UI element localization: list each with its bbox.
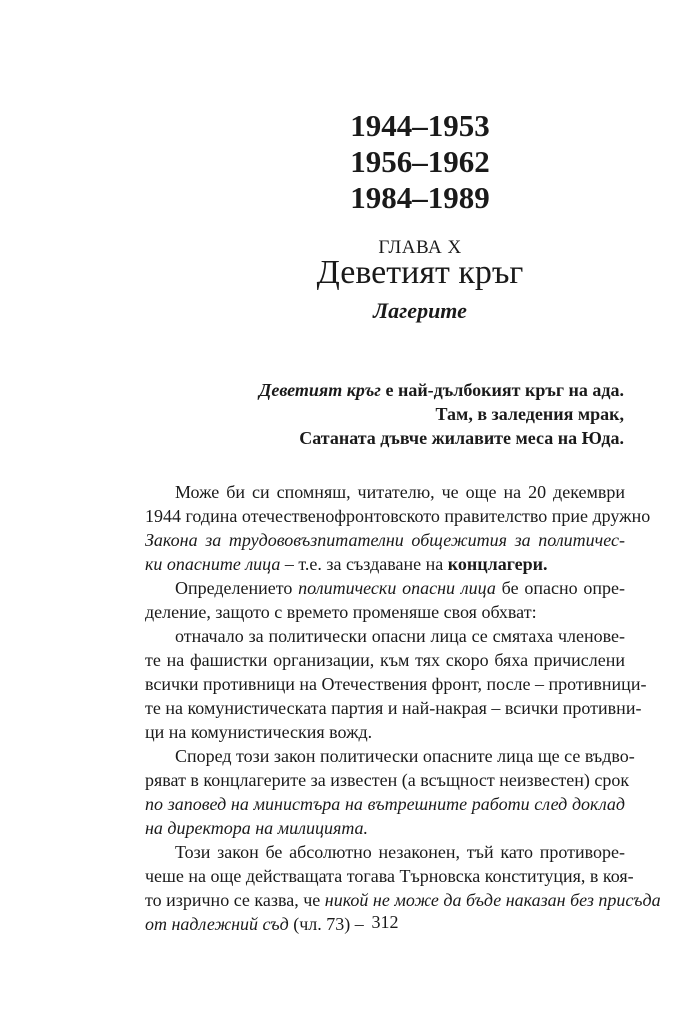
text-line: Може би си спомняш, читателю, че още на 20 декември <box>175 482 625 502</box>
text-span: то изрично се казва, че <box>145 890 325 910</box>
quote-italic: на директора на милицията. <box>145 818 369 838</box>
text-line: 1944 година отечественофронтовското правителство прие дружно <box>145 506 651 526</box>
chapter-label: ГЛАВА X <box>378 237 462 258</box>
epigraph-line <box>180 378 624 402</box>
text-span: бе опасно опре- <box>495 578 625 598</box>
page-number: 312 <box>371 912 399 932</box>
text-line: ци на комунистическия вожд. <box>145 722 373 742</box>
quote-italic: от надлежний съд <box>145 914 289 934</box>
chapter-subtitle: Лагерите <box>373 298 467 323</box>
body-text <box>145 480 661 936</box>
text-line: те на фашистки организации, към тях скоро бяха причислени <box>145 650 625 670</box>
text-line: отначало за политически опасни лица се смятаха членове- <box>175 626 625 646</box>
epigraph-line: Там, в заледения мрак, <box>435 404 624 424</box>
epigraph-text: е най-дълбокият кръг на ада. <box>380 380 624 400</box>
text-line: ряват в концлагерите за известен (а всъщност неизвестен) срок <box>145 770 630 790</box>
epigraph-emphasis: Деветият кръг <box>259 380 381 400</box>
law-title: ки опасните лица <box>145 554 281 574</box>
text-line <box>145 816 625 840</box>
law-title: Закона за трудововъзпитателни общежития за политичес- <box>145 530 625 550</box>
text-line: Според този закон политически опасните лица ще се въдво- <box>175 746 635 766</box>
text-line <box>145 888 661 912</box>
text-line: чеше на още действащата тогава Търновска конституция, в коя- <box>145 866 634 886</box>
text-line: те на комунистическата партия и най-накрая – всички противни- <box>145 698 642 718</box>
emphasis-bold: концлагери. <box>447 554 548 574</box>
epigraph-line: Сатаната дъвче жилавите меса на Юда. <box>299 428 624 448</box>
epigraph <box>180 378 624 450</box>
year-range: 1944–1953 <box>350 108 490 143</box>
chapter-title: Деветият кръг <box>316 254 524 291</box>
text-span: Определението <box>175 578 299 598</box>
year-range: 1984–1989 <box>350 180 490 215</box>
text-line: всички противници на Отечествения фронт, после – противници- <box>145 674 647 694</box>
text-span: (чл. 73) – <box>288 914 364 934</box>
quote-italic: по заповед на министъра на вътрешните работи след доклад <box>145 794 625 814</box>
year-ranges <box>340 108 500 216</box>
text-line <box>145 576 625 600</box>
text-line <box>145 528 625 552</box>
quote-italic: никой не може да бъде наказан без присъда <box>324 890 661 910</box>
term-italic: политически опасни лица <box>298 578 496 598</box>
text-line: Този закон бе абсолютно незаконен, тъй като противоре- <box>175 842 625 862</box>
year-range: 1956–1962 <box>350 144 490 179</box>
text-line <box>145 792 625 816</box>
text-span: – т.е. за създаване на <box>280 554 448 574</box>
text-line: деление, защото с времето променяше своя обхват: <box>145 602 537 622</box>
text-line <box>145 552 625 576</box>
